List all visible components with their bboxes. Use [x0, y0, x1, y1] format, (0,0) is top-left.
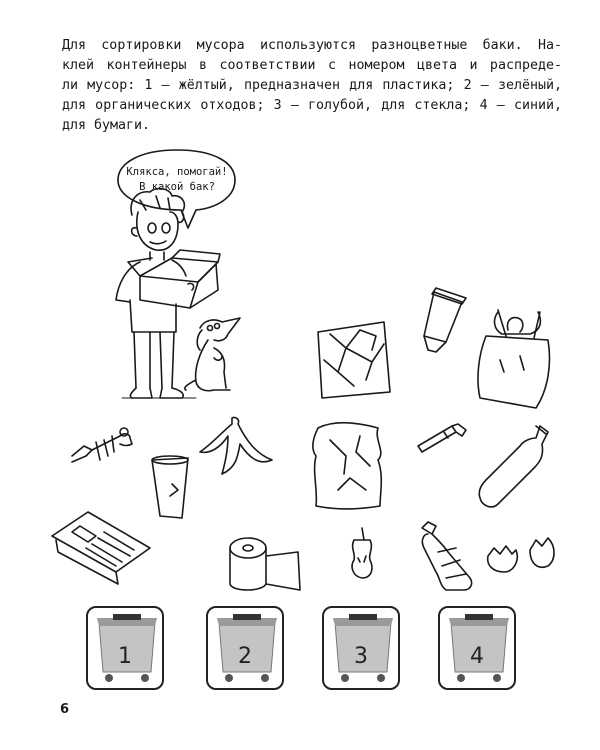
- fish-bone-icon: [72, 428, 132, 462]
- bin-card-4[interactable]: [438, 606, 516, 690]
- bin-number: 4: [470, 644, 484, 669]
- bin-card-2[interactable]: [206, 606, 284, 690]
- bin-number: 2: [238, 644, 252, 669]
- bubble-line: В какой бак?: [139, 181, 215, 193]
- crumpled-paper-icon: [313, 423, 381, 509]
- bin-number: 1: [118, 644, 132, 669]
- bubble-line: Клякса, помогай!: [126, 166, 228, 178]
- instruction-line: Для сортировки мусора используются разноцветные баки. На-: [62, 38, 562, 53]
- instruction-line: ли мусор: 1 — жёлтый, предназначен для пластика; 2 — зелёный,: [62, 78, 562, 93]
- page-number: 6: [60, 702, 70, 717]
- bin-card-3[interactable]: [322, 606, 400, 690]
- banana-peel-icon: [200, 417, 272, 474]
- straw-icon: [418, 424, 466, 452]
- plastic-bag-icon: [478, 310, 550, 408]
- plastic-bottle-icon: [422, 522, 472, 590]
- dog-icon: [185, 318, 240, 391]
- plastic-cup-icon: [152, 456, 188, 518]
- bin-card-1[interactable]: [86, 606, 164, 690]
- tube-icon: [424, 288, 466, 352]
- toilet-paper-icon: [230, 538, 300, 590]
- apple-core-icon: [352, 528, 372, 578]
- instruction-line: для бумаги.: [62, 118, 151, 133]
- bin-number: 3: [354, 644, 368, 669]
- instruction-line: для органических отходов; 3 — голубой, для стекла; 4 — синий,: [62, 98, 562, 113]
- boy-with-box-icon: [116, 189, 220, 398]
- eggshell-icon: [488, 538, 554, 572]
- newspaper-icon: [52, 512, 150, 584]
- speech-bubble-text: [122, 165, 232, 195]
- broken-glass-icon: [318, 322, 390, 398]
- instruction-line: клей контейнеры в соответствии с номером цвета и распреде-: [62, 58, 562, 73]
- glass-bottle-icon: [479, 426, 548, 507]
